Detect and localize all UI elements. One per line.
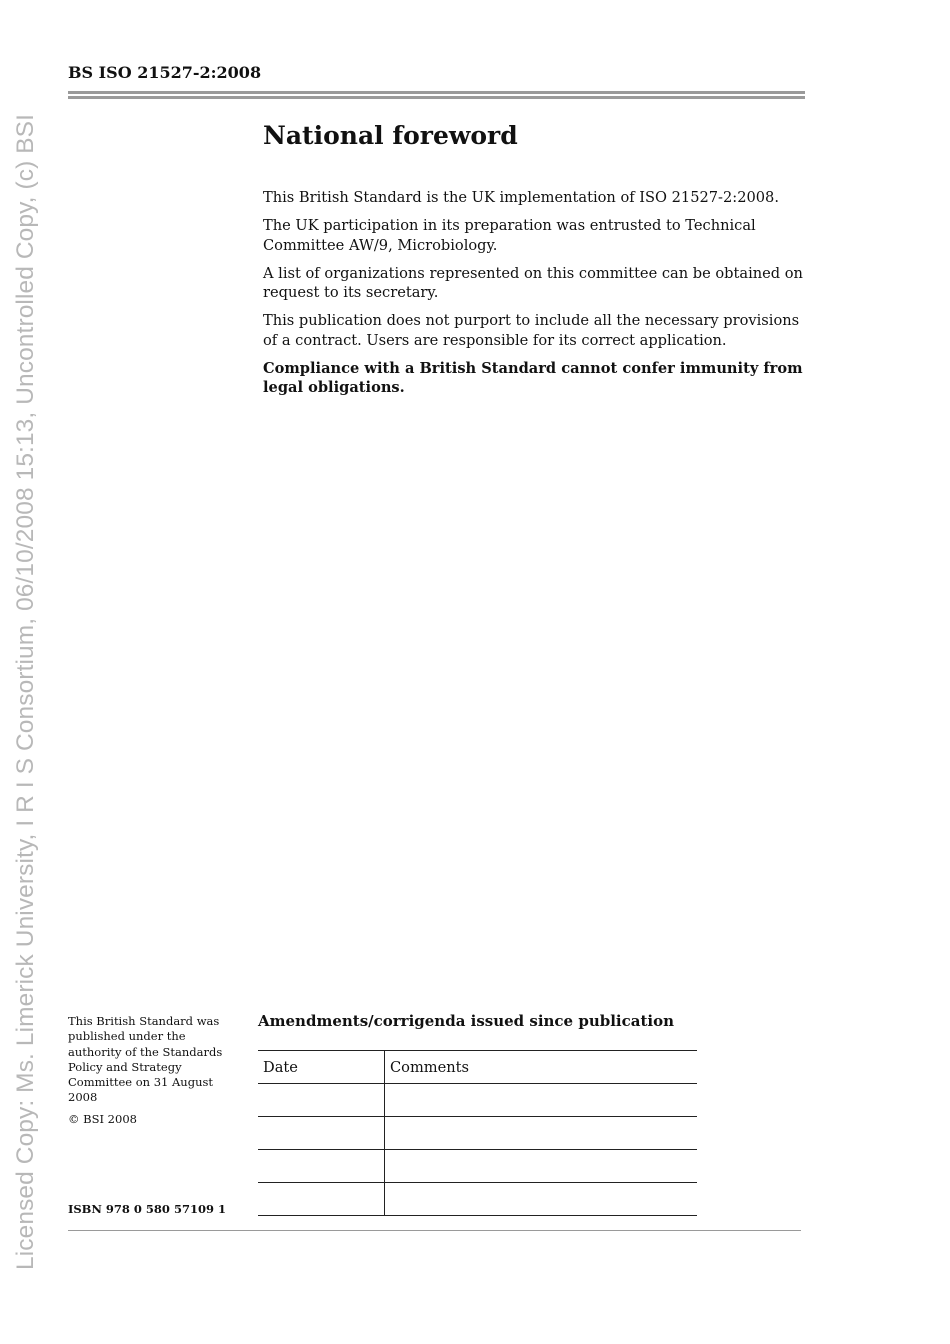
column-header-comments: Comments [385, 1051, 698, 1084]
amendments-title: Amendments/corrigenda issued since publication [258, 1012, 674, 1030]
foreword-paragraph: The UK participation in its preparation was entrusted to Technical Committee AW/9, Microbiology. [263, 217, 756, 254]
copyright-notice: © BSI 2008 [68, 1112, 137, 1126]
amendments-table [258, 1050, 697, 1216]
table-row [258, 1117, 697, 1150]
table-row [258, 1150, 697, 1183]
comments-cell [385, 1117, 698, 1150]
standard-code-header: BS ISO 21527-2:2008 [68, 63, 262, 82]
page-title: National foreword [263, 121, 518, 150]
publication-note-text: This British Standard was published under the authority of the Standards Policy and Strategy Committee on 31 August 2008 [68, 1014, 223, 1105]
comments-cell [385, 1183, 698, 1216]
foreword-paragraph: A list of organizations represented on this committee can be obtained on request to its secretary. [263, 264, 803, 301]
foreword-paragraph: This publication does not purport to include all the necessary provisions of a contract. Users are responsible for its correct application. [263, 312, 800, 349]
foreword-paragraph: This British Standard is the UK implementation of ISO 21527-2:2008. [263, 189, 779, 206]
date-cell [258, 1117, 385, 1150]
license-watermark: Licensed Copy: Ms. Limerick University, I R I S Consortium, 06/10/2008 15:13, Uncontrolled Copy, (c) BSI [12, 113, 39, 1270]
date-cell [258, 1084, 385, 1117]
header-divider-secondary [68, 96, 805, 99]
table-header-row [258, 1051, 697, 1084]
column-header-date: Date [258, 1051, 385, 1084]
footer-divider [68, 1230, 801, 1231]
comments-cell [385, 1150, 698, 1183]
date-cell [258, 1183, 385, 1216]
comments-cell [385, 1084, 698, 1117]
table-row [258, 1183, 697, 1216]
table-row [258, 1084, 697, 1117]
publication-note [68, 1014, 233, 1106]
foreword-body [263, 188, 808, 406]
header-divider [68, 91, 805, 94]
isbn-number: ISBN 978 0 580 57109 1 [68, 1202, 226, 1216]
compliance-note: Compliance with a British Standard cannot confer immunity from legal obligations. [263, 359, 803, 396]
date-cell [258, 1150, 385, 1183]
